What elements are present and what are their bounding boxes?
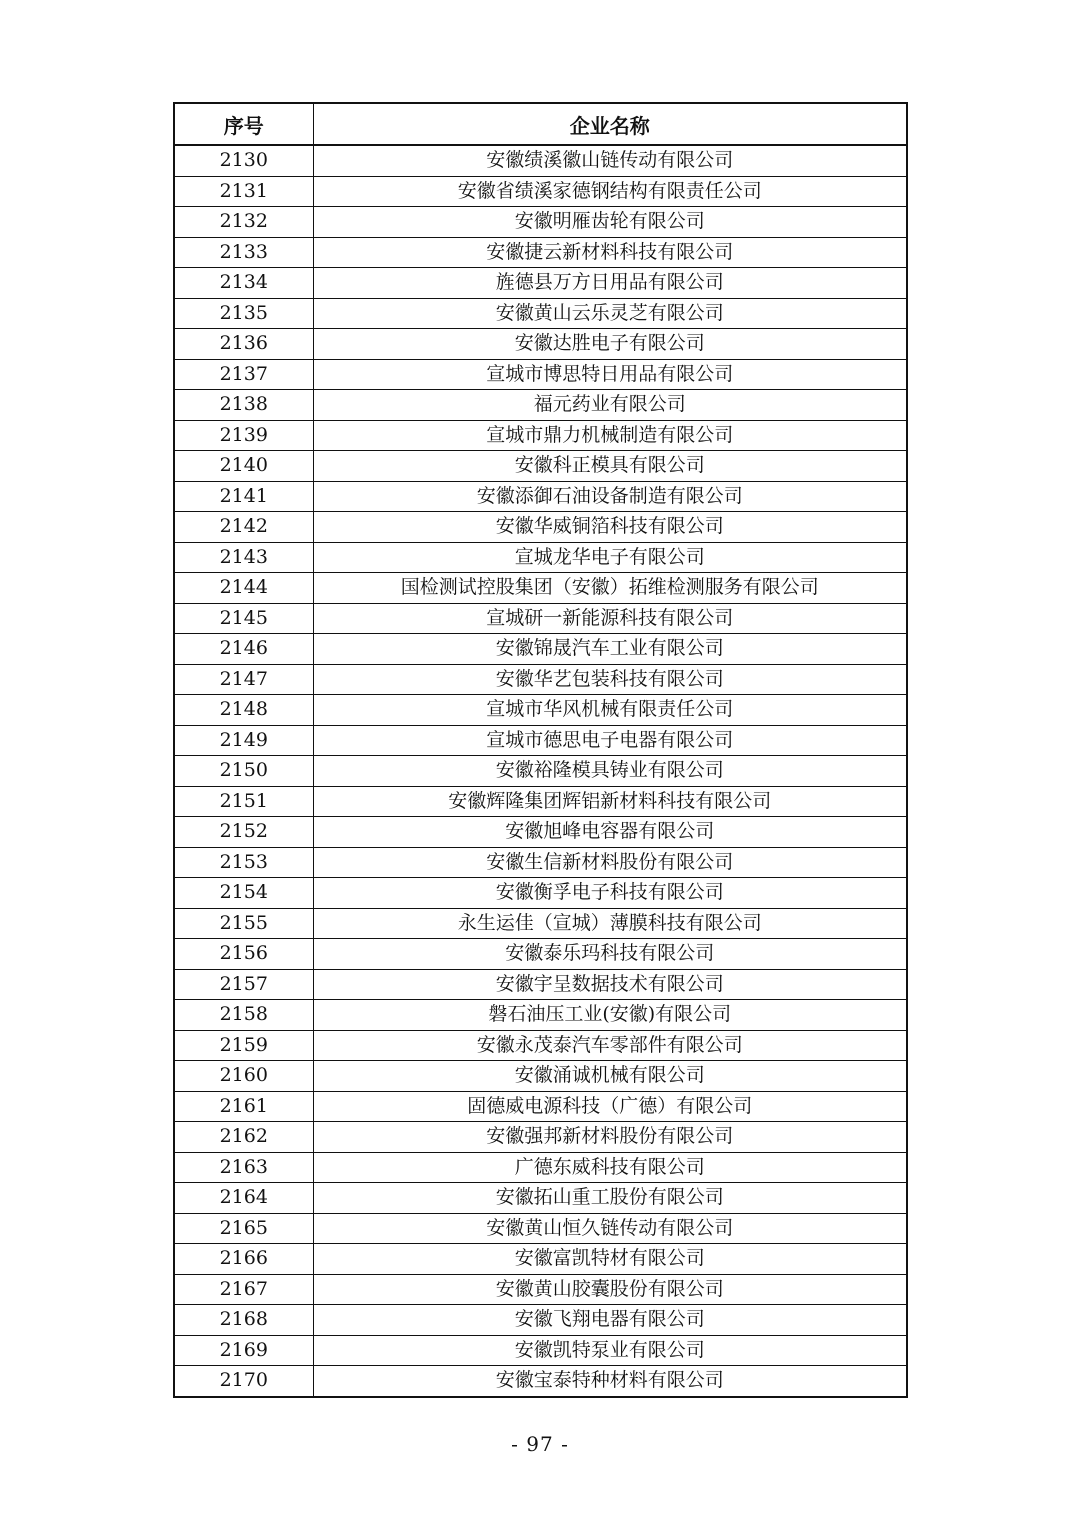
row-seq: 2133: [174, 237, 313, 268]
row-seq: 2139: [174, 420, 313, 451]
row-company-name: 广德东威科技有限公司: [313, 1152, 907, 1183]
table-row: [174, 542, 907, 573]
row-company-name: 安徽拓山重工股份有限公司: [313, 1183, 907, 1214]
table-row: [174, 1091, 907, 1122]
row-company-name: 福元药业有限公司: [313, 390, 907, 421]
row-seq: 2153: [174, 847, 313, 878]
row-company-name: 安徽锦晟汽车工业有限公司: [313, 634, 907, 665]
row-seq: 2130: [174, 145, 313, 176]
table-row: [174, 1305, 907, 1336]
row-seq: 2131: [174, 176, 313, 207]
row-company-name: 宣城市华风机械有限责任公司: [313, 695, 907, 726]
table-row: [174, 1152, 907, 1183]
row-seq: 2160: [174, 1061, 313, 1092]
row-company-name: 安徽华艺包装科技有限公司: [313, 664, 907, 695]
row-seq: 2156: [174, 939, 313, 970]
table-row: [174, 329, 907, 360]
row-company-name: 宣城市鼎力机械制造有限公司: [313, 420, 907, 451]
page-number: - 97 -: [511, 1432, 569, 1456]
row-company-name: 安徽永茂泰汽车零部件有限公司: [313, 1030, 907, 1061]
row-company-name: 安徽裕隆模具铸业有限公司: [313, 756, 907, 787]
row-seq: 2164: [174, 1183, 313, 1214]
table-row: [174, 908, 907, 939]
table-row: [174, 695, 907, 726]
table-row: [174, 817, 907, 848]
row-company-name: 安徽科正模具有限公司: [313, 451, 907, 482]
row-company-name: 安徽泰乐玛科技有限公司: [313, 939, 907, 970]
row-seq: 2170: [174, 1366, 313, 1397]
row-seq: 2161: [174, 1091, 313, 1122]
company-list-table: [173, 102, 908, 1398]
row-seq: 2167: [174, 1274, 313, 1305]
row-seq: 2163: [174, 1152, 313, 1183]
row-company-name: 安徽捷云新材料科技有限公司: [313, 237, 907, 268]
row-company-name: 安徽黄山胶囊股份有限公司: [313, 1274, 907, 1305]
row-company-name: 安徽涌诚机械有限公司: [313, 1061, 907, 1092]
header-company-name: 企业名称: [313, 103, 907, 145]
row-seq: 2148: [174, 695, 313, 726]
table-row: [174, 664, 907, 695]
table-row: [174, 939, 907, 970]
row-seq: 2138: [174, 390, 313, 421]
table-row: [174, 451, 907, 482]
row-seq: 2147: [174, 664, 313, 695]
row-company-name: 安徽凯特泵业有限公司: [313, 1335, 907, 1366]
row-seq: 2152: [174, 817, 313, 848]
table-row: [174, 603, 907, 634]
table-row: [174, 725, 907, 756]
table-body: [174, 145, 907, 1397]
table-row: [174, 390, 907, 421]
row-seq: 2169: [174, 1335, 313, 1366]
row-company-name: 旌德县万方日用品有限公司: [313, 268, 907, 299]
row-company-name: 安徽宇呈数据技术有限公司: [313, 969, 907, 1000]
row-company-name: 安徽华威铜箔科技有限公司: [313, 512, 907, 543]
row-seq: 2145: [174, 603, 313, 634]
row-seq: 2162: [174, 1122, 313, 1153]
table-row: [174, 359, 907, 390]
table-row: [174, 481, 907, 512]
table-row: [174, 1030, 907, 1061]
row-company-name: 宣城市德思电子电器有限公司: [313, 725, 907, 756]
row-seq: 2150: [174, 756, 313, 787]
table-row: [174, 176, 907, 207]
row-company-name: 安徽黄山云乐灵芝有限公司: [313, 298, 907, 329]
row-seq: 2166: [174, 1244, 313, 1275]
row-company-name: 安徽旭峰电容器有限公司: [313, 817, 907, 848]
table-row: [174, 237, 907, 268]
row-company-name: 磐石油压工业(安徽)有限公司: [313, 1000, 907, 1031]
row-company-name: 永生运佳（宣城）薄膜科技有限公司: [313, 908, 907, 939]
row-seq: 2134: [174, 268, 313, 299]
table-row: [174, 756, 907, 787]
row-seq: 2143: [174, 542, 313, 573]
table-row: [174, 1122, 907, 1153]
row-seq: 2157: [174, 969, 313, 1000]
header-seq: 序号: [174, 103, 313, 145]
table-row: [174, 1366, 907, 1397]
row-company-name: 安徽黄山恒久链传动有限公司: [313, 1213, 907, 1244]
table-row: [174, 298, 907, 329]
table-row: [174, 1000, 907, 1031]
table-row: [174, 420, 907, 451]
row-company-name: 安徽衡孚电子科技有限公司: [313, 878, 907, 909]
row-company-name: 安徽绩溪徽山链传动有限公司: [313, 145, 907, 176]
row-company-name: 安徽飞翔电器有限公司: [313, 1305, 907, 1336]
row-company-name: 安徽宝泰特种材料有限公司: [313, 1366, 907, 1397]
row-seq: 2146: [174, 634, 313, 665]
row-company-name: 安徽添御石油设备制造有限公司: [313, 481, 907, 512]
row-seq: 2144: [174, 573, 313, 604]
table-row: [174, 847, 907, 878]
table-row: [174, 145, 907, 176]
row-seq: 2135: [174, 298, 313, 329]
table-row: [174, 786, 907, 817]
row-seq: 2141: [174, 481, 313, 512]
row-seq: 2142: [174, 512, 313, 543]
table-row: [174, 1335, 907, 1366]
row-seq: 2132: [174, 207, 313, 238]
row-company-name: 安徽省绩溪家德钢结构有限责任公司: [313, 176, 907, 207]
row-seq: 2154: [174, 878, 313, 909]
row-company-name: 固德威电源科技（广德）有限公司: [313, 1091, 907, 1122]
row-seq: 2136: [174, 329, 313, 360]
row-seq: 2137: [174, 359, 313, 390]
table-row: [174, 969, 907, 1000]
row-company-name: 安徽强邦新材料股份有限公司: [313, 1122, 907, 1153]
table-row: [174, 878, 907, 909]
table-row: [174, 1213, 907, 1244]
table-row: [174, 512, 907, 543]
table-row: [174, 1244, 907, 1275]
table-header-row: [174, 103, 907, 145]
table-row: [174, 1183, 907, 1214]
row-company-name: 安徽明雁齿轮有限公司: [313, 207, 907, 238]
table-row: [174, 1061, 907, 1092]
row-seq: 2168: [174, 1305, 313, 1336]
row-seq: 2165: [174, 1213, 313, 1244]
row-company-name: 安徽辉隆集团辉铝新材料科技有限公司: [313, 786, 907, 817]
table-row: [174, 268, 907, 299]
row-seq: 2151: [174, 786, 313, 817]
row-seq: 2149: [174, 725, 313, 756]
row-company-name: 安徽富凯特材有限公司: [313, 1244, 907, 1275]
row-company-name: 安徽达胜电子有限公司: [313, 329, 907, 360]
row-seq: 2159: [174, 1030, 313, 1061]
row-seq: 2140: [174, 451, 313, 482]
table-row: [174, 207, 907, 238]
row-company-name: 宣城研一新能源科技有限公司: [313, 603, 907, 634]
row-company-name: 宣城市博思特日用品有限公司: [313, 359, 907, 390]
table-row: [174, 634, 907, 665]
row-seq: 2158: [174, 1000, 313, 1031]
row-seq: 2155: [174, 908, 313, 939]
row-company-name: 国检测试控股集团（安徽）拓维检测服务有限公司: [313, 573, 907, 604]
row-company-name: 安徽生信新材料股份有限公司: [313, 847, 907, 878]
row-company-name: 宣城龙华电子有限公司: [313, 542, 907, 573]
table-row: [174, 573, 907, 604]
table-row: [174, 1274, 907, 1305]
